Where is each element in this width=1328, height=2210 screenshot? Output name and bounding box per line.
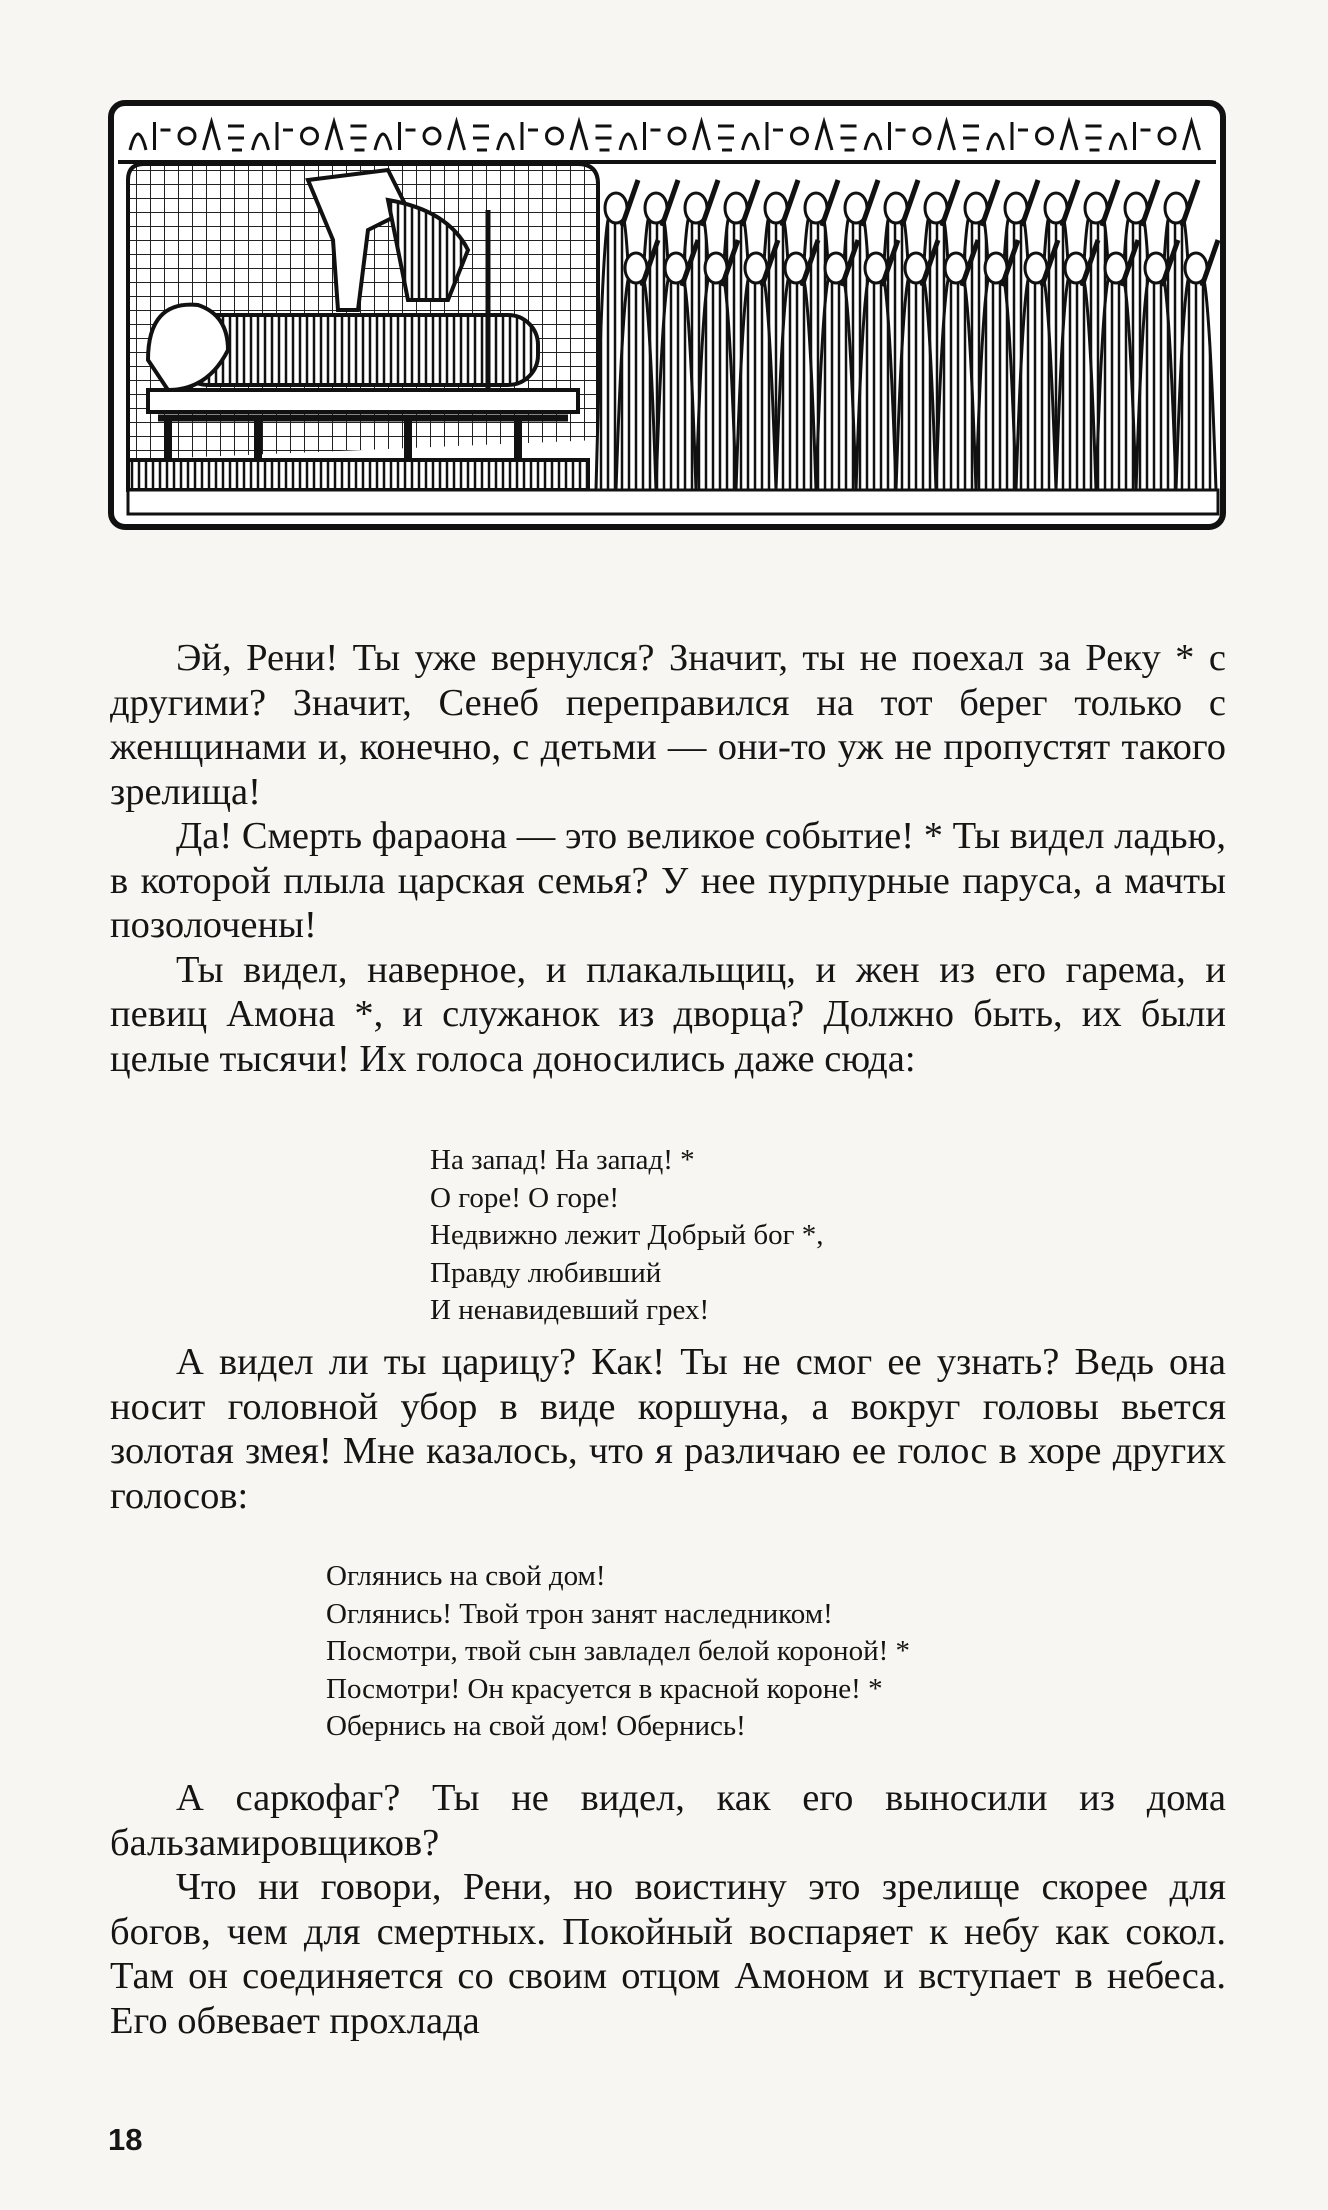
- prose-block-2: [110, 1340, 1226, 1518]
- verse-line: Недвижно лежит Добрый бог *,: [430, 1219, 824, 1251]
- paragraph: Ты видел, наверное, и плакальщиц, и жен из его гарема, и певиц Амона *, и служанок из дворца? Должно быть, их были целые тысячи! Их голоса доносились даже сюда:: [110, 948, 1226, 1080]
- verse-line: О горе! О горе!: [430, 1181, 620, 1214]
- paragraph: Да! Смерть фараона — это великое событие! * Ты видел ладью, в которой плыла царская семья? У нее пурпурные паруса, а мачты позолочены!: [110, 815, 1226, 946]
- prose-block-3: [110, 1776, 1226, 2043]
- paragraph: А видел ли ты царицу? Как! Ты не смог ее узнать? Ведь она носит головной убор в виде коршуна, а вокруг головы вьется золотая змея! Мне казалось, что я различаю ее голос в хоре других голосов:: [110, 1341, 1226, 1517]
- prose-block-1: [110, 636, 1226, 1081]
- lament-verse-2: [326, 1558, 910, 1746]
- verse-line: Правду любивший: [430, 1256, 662, 1289]
- verse-line: Посмотри, твой сын завладел белой короной! *: [326, 1635, 910, 1667]
- paragraph: Эй, Рени! Ты уже вернулся? Значит, ты не поехал за Реку * с другими? Значит, Сенеб переправился на тот берег только с женщинами и, конечно, с детьми — они-то уж не пропустят такого зрелища!: [110, 637, 1226, 813]
- mourners-relief-image: [108, 100, 1226, 530]
- mummy-on-bed: [128, 305, 588, 490]
- funeral-illustration: [108, 100, 1226, 530]
- paragraph: А саркофаг? Ты не видел, как его выносили из дома бальзамировщиков?: [110, 1777, 1226, 1864]
- paragraph: Что ни говори, Рени, но воистину это зрелище скорее для богов, чем для смертных. Покойный воспаряет к небу как сокол. Там он соединяется со своим отцом Амоном и вступает в небеса. Его обвевает прохлада: [110, 1866, 1226, 2042]
- lament-verse-1: [430, 1142, 823, 1330]
- verse-line: Посмотри! Он красуется в красной короне! *: [326, 1672, 883, 1705]
- verse-line: Обернись на свой дом! Обернись!: [326, 1710, 746, 1742]
- verse-line: На запад! На запад! *: [430, 1144, 695, 1176]
- verse-line: Оглянись! Твой трон занят наследником!: [326, 1597, 833, 1630]
- page-number: 18: [108, 2122, 143, 2157]
- verse-line: Оглянись на свой дом!: [326, 1560, 606, 1592]
- verse-line: И ненавидевший грех!: [430, 1294, 710, 1326]
